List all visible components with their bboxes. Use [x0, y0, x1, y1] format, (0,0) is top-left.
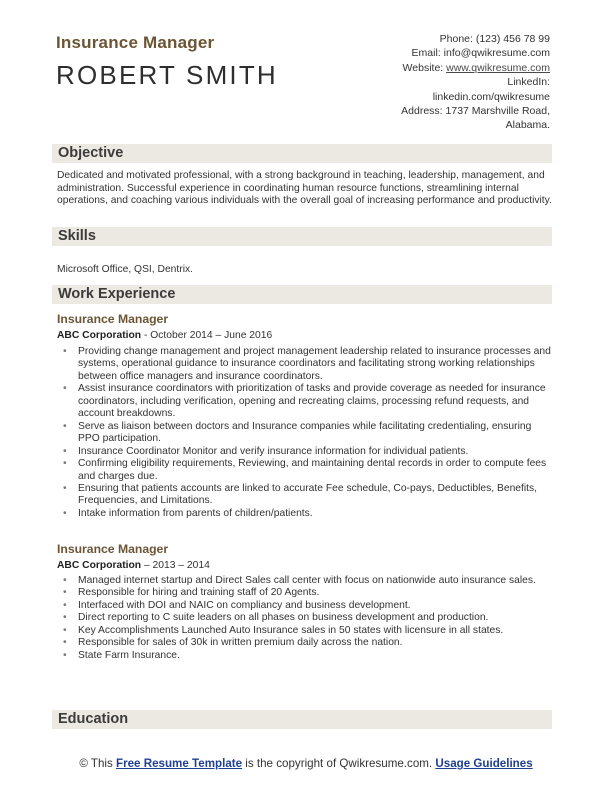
address-line1: 1737 Marshville Road,	[445, 105, 550, 118]
usage-guidelines-link[interactable]: Usage Guidelines	[435, 757, 533, 770]
job-2-dates: – 2013 – 2014	[141, 560, 210, 571]
bullet-icon: •	[63, 420, 67, 432]
list-item	[57, 346, 552, 383]
job-1-company-line	[57, 330, 272, 341]
bullet-icon: •	[63, 612, 67, 624]
website-label: Website:	[402, 61, 444, 74]
free-resume-template-link[interactable]: Free Resume Template	[116, 757, 243, 770]
bullet-icon: •	[63, 624, 67, 636]
contact-website	[290, 61, 550, 75]
bullet-text: Direct reporting to C suite leaders on all phases on business development and production.	[78, 612, 489, 624]
address-line2: Alabama.	[505, 119, 550, 132]
bullet-text: Assist insurance coordinators with prioritization of tasks and provide coverage as needed for insurance coordinators, including verification, opening and recreating claims, processing refund requests, and account breakdowns.	[78, 383, 546, 420]
list-item	[57, 625, 552, 637]
contact-phone	[290, 32, 550, 46]
job-2-company-line	[57, 560, 210, 571]
list-item	[57, 600, 552, 612]
bullet-text: Responsible for sales of 30k in written premium daily across the nation.	[78, 637, 403, 649]
job-1-role: Insurance Manager	[57, 312, 169, 326]
list-item	[57, 612, 552, 624]
job-1-company: ABC Corporation	[57, 330, 142, 341]
bullet-text: Interfaced with DOI and NAIC on compliancy and business development.	[78, 599, 411, 611]
section-skills-title: Skills	[58, 228, 96, 244]
bullet-icon: •	[63, 649, 67, 661]
list-item	[57, 650, 552, 662]
bullet-text: Key Accomplishments Launched Auto Insurance sales in 50 states with licensure in all states.	[78, 624, 504, 636]
job-2-role: Insurance Manager	[57, 542, 169, 556]
contact-linkedin-label: LinkedIn:	[507, 76, 550, 89]
job-2-bullets	[57, 575, 552, 662]
bullet-text: Insurance Coordinator Monitor and verify insurance information for individual patients.	[78, 445, 469, 457]
address-label: Address:	[401, 105, 443, 118]
contact-block	[290, 32, 550, 133]
contact-address	[290, 104, 550, 118]
bullet-icon: •	[63, 575, 67, 586]
bullet-text: Providing change management and project management leadership related to insurance processes and systems, operational guidance to insurance coordinators and facilitating strong working relationships between office managers and insurance coordinators.	[78, 346, 551, 382]
phone-value: (123) 456 78 99	[475, 33, 550, 45]
footer-copyright	[60, 757, 552, 771]
bullet-icon: •	[63, 482, 67, 494]
bullet-text: Responsible for hiring and training staff of 20 Agents.	[78, 587, 320, 599]
candidate-name: ROBERT SMITH	[56, 60, 278, 90]
footer-middle: is the copyright of Qwikresume.com.	[242, 757, 436, 770]
objective-text: Dedicated and motivated professional, with a strong background in teaching, leadership, management, and administration. Successful experience in coordinating human resource functions, streamlining internal operations, and coaching various individuals with the overall goal of increasing performance and productivity.	[57, 170, 552, 207]
section-education-header	[52, 710, 552, 729]
contact-linkedin-value: linkedin.com/qwikresume	[432, 90, 550, 103]
list-item	[57, 637, 552, 649]
bullet-icon: •	[63, 458, 67, 470]
bullet-text: Confirming eligibility requirements, Reviewing, and maintaining dental records in order to compute fees and charges due.	[78, 458, 547, 482]
bullet-text: Intake information from parents of children/patients.	[78, 507, 313, 519]
section-experience-title: Work Experience	[58, 286, 176, 302]
website-link[interactable]: www.qwikresume.com	[446, 61, 550, 74]
bullet-icon: •	[63, 637, 67, 649]
list-item	[57, 383, 552, 420]
section-skills-header	[52, 227, 552, 246]
list-item	[57, 508, 552, 520]
email-label: Email:	[411, 47, 441, 60]
job-1-dates: - October 2014 – June 2016	[141, 330, 273, 341]
section-objective-header	[52, 144, 552, 163]
bullet-text: Managed internet startup and Direct Sales call center with focus on nationwide auto insurance sales.	[78, 575, 536, 586]
list-item	[57, 458, 552, 483]
header-job-title: Insurance Manager	[56, 33, 215, 52]
bullet-icon: •	[63, 383, 67, 395]
bullet-text: State Farm Insurance.	[78, 649, 180, 661]
footer-prefix: © This	[79, 757, 116, 770]
job-1-bullets	[57, 346, 552, 520]
bullet-icon: •	[63, 346, 67, 357]
bullet-text: Ensuring that patients accounts are linked to accurate Fee schedule, Co-pays, Deductibles, Benefits, Frequencies, and Limitations.	[78, 482, 538, 507]
bullet-icon: •	[63, 587, 67, 599]
section-experience-header	[52, 285, 552, 304]
contact-email	[290, 46, 550, 60]
bullet-icon: •	[63, 507, 67, 519]
email-value: info@qwikresume.com	[443, 47, 550, 60]
list-item	[57, 575, 552, 587]
bullet-icon: •	[63, 599, 67, 611]
list-item	[57, 421, 552, 446]
list-item	[57, 587, 552, 599]
section-objective-title: Objective	[58, 145, 124, 161]
job-2-company: ABC Corporation	[57, 560, 142, 571]
list-item	[57, 483, 552, 508]
phone-label: Phone:	[439, 33, 473, 45]
skills-text: Microsoft Office, QSI, Dentrix.	[57, 264, 193, 275]
bullet-icon: •	[63, 445, 67, 457]
bullet-text: Serve as liaison between doctors and Insurance companies while facilitating credentialing, ensuring PPO participation.	[78, 420, 532, 445]
list-item	[57, 446, 552, 458]
section-education-title: Education	[58, 711, 129, 727]
